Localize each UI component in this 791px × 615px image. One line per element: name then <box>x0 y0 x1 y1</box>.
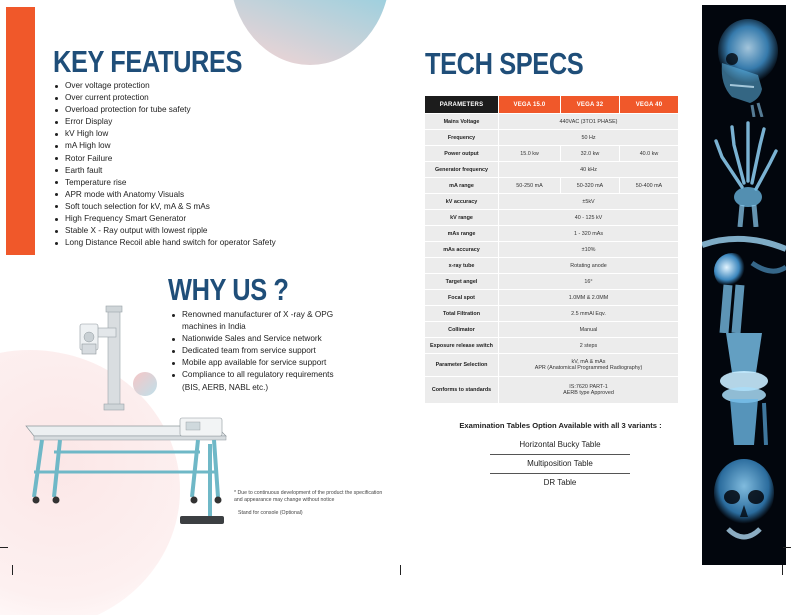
exam-option: DR Table <box>543 478 577 487</box>
table-row <box>425 274 678 289</box>
table-row <box>425 354 678 376</box>
knee-xray-image <box>702 333 786 445</box>
list-item: Over current protection <box>53 92 353 104</box>
list-item: Temperature rise <box>53 177 353 189</box>
table-row <box>425 162 678 177</box>
skull-side-xray-image <box>702 5 786 117</box>
list-item: Nationwide Sales and Service network <box>170 333 335 345</box>
row-value: ±5kV <box>499 194 678 209</box>
skull-front-xray-image <box>702 445 786 565</box>
list-item: Compliance to all regulatory requirements (BIS, AERB, NABL etc.) <box>170 369 335 393</box>
row-value: 40.0 kw <box>620 146 678 161</box>
exam-option: Horizontal Bucky Table <box>519 440 601 449</box>
list-item: Mobile app available for service support <box>170 357 335 369</box>
table-row <box>425 130 678 145</box>
shoulder-xray-image <box>702 227 786 333</box>
row-label: kV accuracy <box>425 194 498 209</box>
table-row <box>425 178 678 193</box>
row-value: ±10% <box>499 242 678 257</box>
row-label: Mains Voltage <box>425 114 498 129</box>
list-item: Error Display <box>53 116 353 128</box>
stand-note: Stand for console (Optional) <box>238 510 303 516</box>
row-value: 2.5 mmAl Eqv. <box>499 306 678 321</box>
row-value: Rotating anode <box>499 258 678 273</box>
row-label: Total Filtration <box>425 306 498 321</box>
row-value <box>499 377 678 403</box>
hand-xray-image <box>702 117 786 227</box>
row-label: Exposure release switch <box>425 338 498 353</box>
row-label: mA range <box>425 178 498 193</box>
exam-tables-title: Examination Tables Option Available with all 3 variants : <box>459 421 662 430</box>
key-features-list <box>53 80 353 249</box>
table-row <box>425 258 678 273</box>
disclaimer-note: * Due to continuous development of the product the specification and appearance may change without notice <box>234 490 383 503</box>
why-us-title: WHY US ? <box>168 272 289 307</box>
row-value: 2 steps <box>499 338 678 353</box>
list-item: Over voltage protection <box>53 80 353 92</box>
list-item: Rotor Failure <box>53 153 353 165</box>
table-row <box>425 338 678 353</box>
row-value: Manual <box>499 322 678 337</box>
list-item: Earth fault <box>53 165 353 177</box>
crop-mark <box>783 547 791 548</box>
crop-mark <box>782 565 783 575</box>
crop-mark <box>400 565 401 575</box>
row-label: Frequency <box>425 130 498 145</box>
row-value: 1 - 320 mAs <box>499 226 678 241</box>
table-row <box>425 194 678 209</box>
row-label: x-ray tube <box>425 258 498 273</box>
row-value: 50-320 mA <box>561 178 619 193</box>
list-item: Stable X - Ray output with lowest ripple <box>53 225 353 237</box>
accent-bar <box>6 7 35 255</box>
exam-option: Multiposition Table <box>527 459 593 468</box>
xray-image-strip <box>702 5 786 565</box>
row-value: 32.0 kw <box>561 146 619 161</box>
crop-mark <box>12 565 13 575</box>
table-row <box>425 290 678 305</box>
key-features-title: KEY FEATURES <box>53 44 243 79</box>
list-item: High Frequency Smart Generator <box>53 213 353 225</box>
col-header-parameters: PARAMETERS <box>425 96 498 113</box>
row-value-line: APR (Anatomical Programmed Radiography) <box>534 365 643 371</box>
row-value-line: kV, mA & mAs <box>571 359 606 365</box>
x-ray-machine-illustration <box>20 292 240 537</box>
row-label: Focal spot <box>425 290 498 305</box>
row-label: Conforms to standards <box>425 377 498 403</box>
col-header-vega15: VEGA 15.0 <box>499 96 560 113</box>
row-value: 50-250 mA <box>499 178 560 193</box>
divider <box>490 473 630 474</box>
table-row <box>425 146 678 161</box>
row-label: Power output <box>425 146 498 161</box>
crop-mark <box>0 547 8 548</box>
row-label: Target angel <box>425 274 498 289</box>
table-header-row <box>425 96 678 113</box>
row-value-line: IS:7620 PART-1 <box>569 384 608 390</box>
table-row <box>425 322 678 337</box>
row-value: 50-400 mA <box>620 178 678 193</box>
row-value: 40 kHz <box>499 162 678 177</box>
list-item: kV High low <box>53 128 353 140</box>
list-item: mA High low <box>53 140 353 152</box>
col-header-vega32: VEGA 32 <box>561 96 619 113</box>
table-row <box>425 114 678 129</box>
list-item: Soft touch selection for kV, mA & S mAs <box>53 201 353 213</box>
row-value: 50 Hz <box>499 130 678 145</box>
list-item: Dedicated team from service support <box>170 345 335 357</box>
row-value: 16° <box>499 274 678 289</box>
row-value: 1.0MM & 2.0MM <box>499 290 678 305</box>
table-row <box>425 210 678 225</box>
list-item: Renowned manufacturer of X -ray & OPG machines in India <box>170 309 335 333</box>
row-value: 15.0 kw <box>499 146 560 161</box>
list-item: Long Distance Recoil able hand switch for operator Safety <box>53 237 353 249</box>
table-row <box>425 306 678 321</box>
table-row <box>425 377 678 403</box>
row-label: mAs range <box>425 226 498 241</box>
row-label: Parameter Selection <box>425 354 498 376</box>
row-label: Collimator <box>425 322 498 337</box>
row-value: 40 - 125 kV <box>499 210 678 225</box>
row-value: 440VAC (3TO1 PHASE) <box>499 114 678 129</box>
tech-specs-title: TECH SPECS <box>425 46 584 81</box>
list-item: Overload protection for tube safety <box>53 104 353 116</box>
decorative-arc <box>230 0 390 65</box>
row-label: mAs accuracy <box>425 242 498 257</box>
row-value-line: AERB type Approved <box>563 390 614 396</box>
row-label: Generator frequency <box>425 162 498 177</box>
list-item: APR mode with Anatomy Visuals <box>53 189 353 201</box>
row-label: kV range <box>425 210 498 225</box>
table-row <box>425 242 678 257</box>
row-value <box>499 354 678 376</box>
col-header-vega40: VEGA 40 <box>620 96 678 113</box>
divider <box>490 454 630 455</box>
table-row <box>425 226 678 241</box>
tech-specs-table <box>424 95 679 404</box>
